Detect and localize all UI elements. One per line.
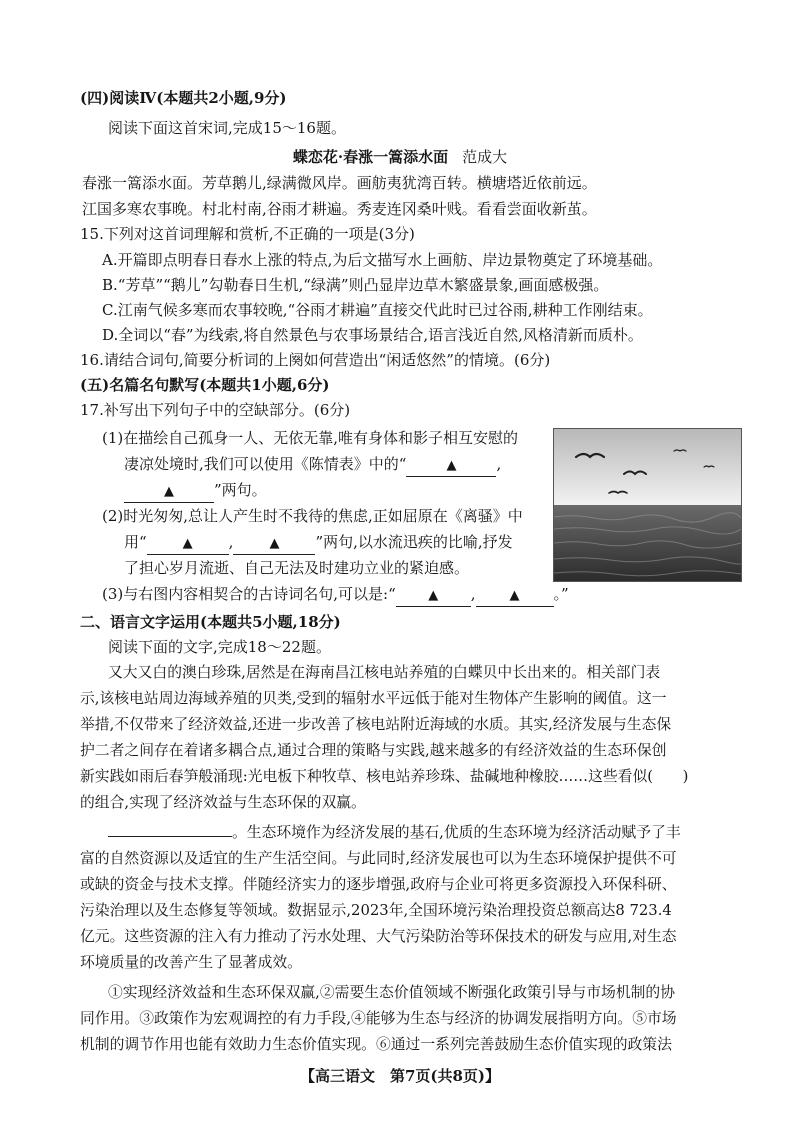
triangle-marker-icon: ▲ [509,588,520,603]
q17-p3-line [102,584,569,607]
q17-p1-end: ”两句。 [214,481,267,499]
section4-instruction: 阅读下面这首宋词,完成15～16题。 [108,119,346,137]
passage-p2-line1-text: 。生态环境作为经济发展的基石,优质的生态环境为经济活动赋予了丰 [232,824,681,841]
poem-heading [0,147,800,167]
answer-blank[interactable] [396,584,471,607]
q17-p2-line3: 了担心岁月流逝、自己无法及时建功立业的紧迫感。 [124,559,470,577]
triangle-marker-icon: ▲ [446,458,457,473]
q17-p3-sep: , [470,585,476,603]
passage-p1-line1: 又大又白的澳白珍珠,居然是在海南昌江核电站养殖的白蝶贝中长出来的。相关部门表 [108,664,661,681]
passage-p2-line6: 环境质量的改善产生了显著成效。 [80,954,302,971]
passage-p3-line1: ①实现经济效益和生态环保双赢,②需要生态价值领域不断强化政策引导与市场机制的协 [108,984,675,1001]
passage-p2-line1 [108,823,681,843]
q15-option-d: D.全词以“春”为线索,将自然景色与农事场景结合,语言浅近自然,风格清新而质朴。 [102,326,643,344]
part2-instruction: 阅读下面的文字,完成18～22题。 [108,638,331,656]
triangle-marker-icon: ▲ [182,536,193,551]
triangle-marker-icon: ▲ [269,536,280,551]
passage-p2-line2: 富的自然资源以及适宜的生产生活空间。与此同时,经济发展也可以为生态环境保护提供不可 [80,850,677,867]
q17-p3-start: (3)与右图内容相契合的古诗词名句,可以是:“ [102,585,396,603]
q16-stem: 16.请结合词句,简要分析词的上阕如何营造出“闲适悠然”的情境。(6分) [80,351,551,369]
q15-option-b: B.“芳草”“鹅儿”勾勒春日生机,“绿满”则凸显岸边草木繁盛景象,画面感极强。 [102,276,609,294]
q17-stem: 17.补写出下列句子中的空缺部分。(6分) [80,401,351,419]
answer-blank[interactable] [108,836,232,837]
q17-p2-line1: (2)时光匆匆,总让人产生时不我待的焦虑,正如屈原在《离骚》中 [102,507,523,525]
answer-blank[interactable] [124,480,214,503]
poem-author: 范成大 [462,148,508,166]
passage-p1-line4: 护二者之间存在着诸多耦合点,通过合理的策略与实践,越来越多的有经济效益的生态环保创 [80,742,667,759]
poem-line-2: 江国多寒农事晚。村北村南,谷雨才耕遍。秀麦连冈桑叶贱。看看尝面收新茧。 [82,200,597,218]
passage-p1-line6: 的组合,实现了经济效益与生态环保的双赢。 [80,794,366,811]
q17-p1-text: 凄凉处境时,我们可以使用《陈情表》中的“ [124,455,407,473]
q17-p2-end: ”两句,以水流迅疾的比喻,抒发 [315,533,513,551]
passage-p2-line4: 污染治理以及生态修复等领域。数据显示,2023年,全国环境污染治理投资总额高达8 723.4 [80,902,672,919]
comma-text: , [496,455,502,473]
q17-p2-line2 [124,532,513,555]
page-footer: 【高三语文 第7页(共8页)】 [299,1067,501,1085]
passage-p2-line3: 或缺的资金与技术支撑。伴随经济实力的逐步增强,政府与企业可将更多资源投入环保科研、 [80,876,677,893]
q15-stem: 15.下列对这首词理解和赏析,不正确的一项是(3分) [80,225,415,243]
part2-heading: 二、语言文字运用(本题共5小题,18分) [80,613,341,631]
section4-heading: (四)阅读Ⅳ(本题共2小题,9分) [80,89,287,107]
passage-p2-line5: 亿元。这些资源的注入有力推动了污水处理、大气污染防治等环保技术的研发与应用,对生态 [80,928,677,945]
q15-option-c: C.江南气候多寒而农事较晚,“谷雨才耕遍”直接交代此时已过谷雨,耕种工作刚结束。 [102,301,653,319]
passage-p3-line3: 机制的调节作用也能有效助力生态价值实现。⑥通过一系列完善鼓励生态价值实现的政策法 [80,1036,672,1053]
passage-p1-line3: 举措,不仅带来了经济效益,还进一步改善了核电站附近海域的水质。其实,经济发展与生态保 [80,716,672,733]
q17-p1-line3 [124,480,267,503]
passage-p3-line2: 同作用。③政策作为宏观调控的有力手段,④能够为生态与经济的协调发展指明方向。⑤市场 [80,1010,677,1027]
q17-p1-line1: (1)在描绘自己孤身一人、无依无靠,唯有身体和影子相互安慰的 [102,429,519,447]
triangle-marker-icon: ▲ [164,484,174,499]
answer-blank[interactable] [406,454,496,477]
answer-blank[interactable] [233,532,315,555]
q17-p2-sep: , [228,533,234,551]
poem-title: 蝶恋花·春涨一篙添水面 [292,148,449,166]
q15-option-a: A.开篇即点明春日春水上涨的特点,为后文描写水上画舫、岸边景物奠定了环境基础。 [102,251,663,269]
passage-p1-line5: 新实践如雨后春笋般涌现:光电板下种牧草、核电站养珍珠、盐碱地种橡胶……这些看似( ) [80,768,689,785]
answer-blank[interactable] [476,584,554,607]
passage-p1-line2: 示,该核电站周边海域养殖的贝类,受到的辐射水平远低于能对生物体产生影响的阈值。这一 [80,690,667,707]
section5-heading: (五)名篇名句默写(本题共1小题,6分) [80,376,330,394]
poem-line-1: 春涨一篙添水面。芳草鹅儿,绿满微风岸。画舫夷犹湾百转。横塘塔近依前远。 [82,174,597,192]
q17-p2-start: 用“ [124,533,147,551]
triangle-marker-icon: ▲ [428,588,439,603]
answer-blank[interactable] [147,532,229,555]
seagull-sea-image [553,428,742,582]
q17-p1-line2 [124,454,501,477]
q17-p3-end: 。” [553,585,569,603]
